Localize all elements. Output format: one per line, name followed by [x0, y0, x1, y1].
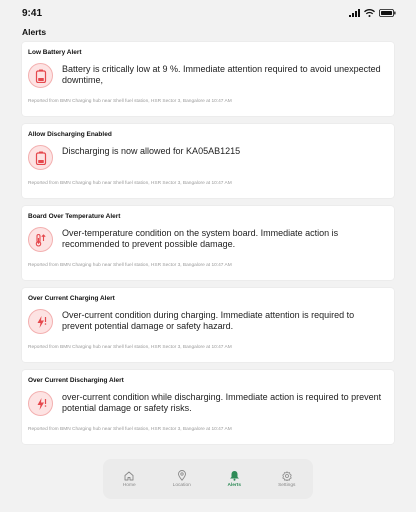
lightning-warning-icon: [28, 309, 53, 334]
alert-title: Over Current Charging Alert: [28, 295, 115, 302]
location-pin-icon: [177, 470, 187, 481]
wifi-icon: [364, 9, 375, 17]
signal-icon: [349, 9, 360, 17]
alert-message: over-current condition while discharging. Immediate action is required to prevent potential damage or safety risks.: [62, 392, 382, 413]
alert-card-low-battery[interactable]: [22, 42, 394, 116]
lightning-warning-icon: [28, 391, 53, 416]
alert-footer: Reported from BMN Charging hub near Shell fuel station, HSR Sector 3, Bangalore at 10:47 AM: [28, 263, 232, 268]
alert-message: Battery is critically low at 9 %. Immediate attention required to avoid unexpected downtime,: [62, 64, 381, 85]
thermometer-icon: [28, 227, 53, 252]
nav-label: Location: [172, 483, 191, 488]
alert-bell-icon: [229, 470, 240, 481]
alert-message: Discharging is now allowed for KA05AB1215: [62, 146, 241, 156]
alert-title: Over Current Discharging Alert: [28, 377, 124, 384]
status-time: 9:41: [22, 8, 43, 19]
battery-icon: [28, 63, 53, 88]
alert-title: Allow Discharging Enabled: [28, 131, 112, 138]
alerts-list: [22, 42, 394, 452]
alert-footer: Reported from BMN Charging hub near Shell fuel station, HSR Sector 3, Bangalore at 10:47 AM: [28, 345, 232, 350]
alert-message: Over-temperature condition on the system board. Immediate action is recommended to prevent possible damage.: [62, 228, 339, 249]
alert-footer: Reported from BMN Charging hub near Shell fuel station, HSR Sector 3, Bangalore at 10:47 AM: [28, 427, 232, 432]
alert-message: Over-current condition during charging. Immediate attention is required to prevent potential damage or safety hazard.: [62, 310, 355, 331]
status-bar: [0, 0, 416, 26]
nav-item-settings[interactable]: [262, 471, 312, 488]
nav-label: Settings: [278, 482, 296, 488]
alert-footer: Reported from BMN Charging hub near Shell fuel station, HSR Sector 3, Bangalore at 10:47 AM: [28, 181, 232, 186]
alert-card-allow-discharging[interactable]: [22, 124, 394, 198]
alert-card-over-current-charging[interactable]: [22, 288, 394, 362]
battery-status-icon: [379, 9, 396, 17]
gear-icon: [282, 471, 292, 481]
nav-item-location[interactable]: [157, 470, 207, 488]
alert-card-over-current-discharging[interactable]: [22, 370, 394, 444]
alert-title: Low Battery Alert: [28, 49, 82, 56]
nav-item-alerts[interactable]: [209, 470, 259, 488]
nav-label: Alerts: [227, 483, 242, 488]
alert-footer: Reported from BMN Charging hub near Shell fuel station, HSR Sector 3, Bangalore at 10:47 AM: [28, 99, 232, 104]
page-title: Alerts: [22, 27, 47, 37]
bottom-nav: [103, 459, 313, 499]
status-icons: [349, 9, 396, 17]
nav-label: Home: [122, 482, 136, 488]
nav-item-home[interactable]: [104, 471, 154, 488]
home-icon: [124, 471, 134, 481]
alert-card-board-over-temperature[interactable]: [22, 206, 394, 280]
alert-title: Board Over Temperature Alert: [28, 213, 121, 220]
battery-icon: [28, 145, 53, 170]
